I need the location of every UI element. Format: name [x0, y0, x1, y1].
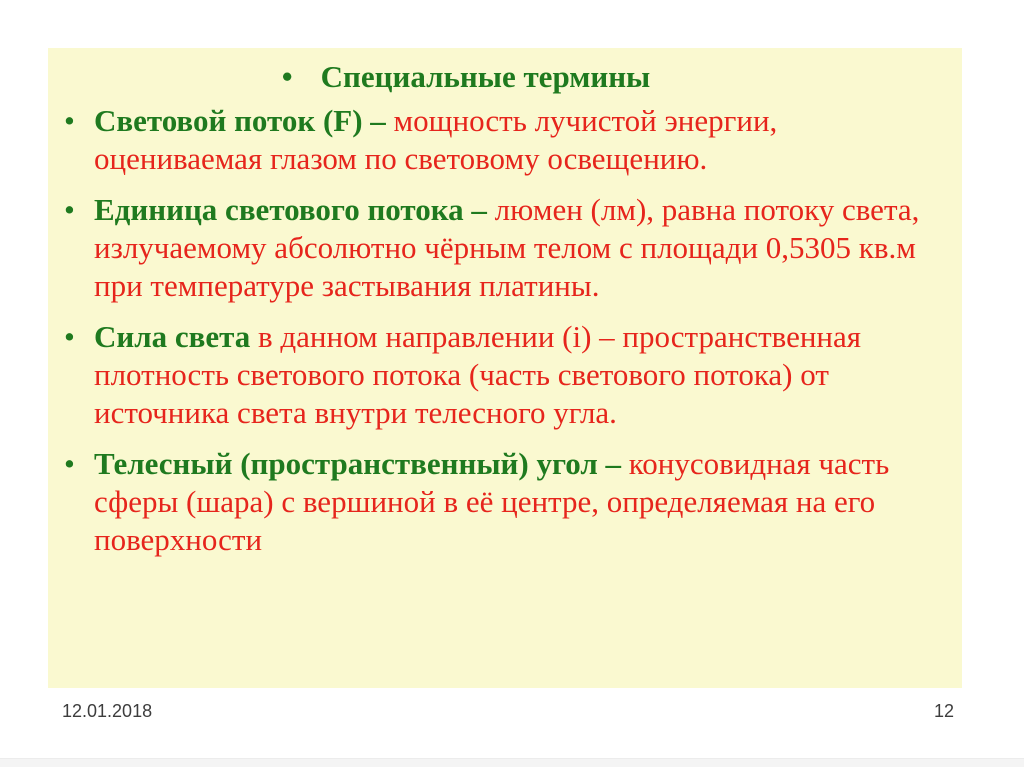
separator-dash: – [463, 192, 495, 227]
definition-text: в данном направлении (i) – пространственная плотность светового потока (часть светового потока) от источника света внутри телесного угла. [94, 319, 862, 430]
bullet-marker: • [64, 103, 75, 138]
footer-page-number: 12 [933, 701, 954, 721]
bullet-marker: • [64, 319, 75, 354]
bottom-edge-strip [0, 758, 1024, 767]
term-text: Световой поток (F) [94, 103, 363, 138]
term-text: Единица светового потока [94, 192, 464, 227]
definition-text: конусовидная часть сферы (шара) с вершиной в её центре, определяемая на его поверхности [94, 446, 890, 557]
bullet-marker: • [64, 446, 75, 481]
term-text: Телесный (пространственный) угол [94, 446, 598, 481]
term-text: Сила света [94, 319, 251, 354]
bullet-item [60, 191, 932, 305]
bullet-marker: • [64, 192, 75, 227]
slide-text-box [48, 48, 962, 688]
bullet-item [60, 445, 932, 559]
definition-text: мощность лучистой энергии, оцениваемая глазом по световому освещению. [94, 103, 778, 176]
bullet-text [94, 318, 932, 432]
separator-space [250, 319, 258, 354]
separator-dash: – [362, 103, 394, 138]
bullet-text [94, 445, 932, 559]
separator-dash: – [597, 446, 629, 481]
bullet-item [60, 318, 932, 432]
footer-date: 12.01.2018 [62, 701, 153, 721]
bullet-text [94, 191, 932, 305]
slide-title [60, 56, 872, 98]
bullet-text [94, 102, 932, 178]
bullet-item [60, 102, 932, 178]
slide-title-text: Специальные термины [320, 59, 651, 94]
definition-text: люмен (лм), равна потоку света, излучаемому абсолютно чёрным телом с площади 0,5305 кв.м при температуре застывания платины. [94, 192, 920, 303]
title-bullet-marker: • [281, 59, 293, 94]
